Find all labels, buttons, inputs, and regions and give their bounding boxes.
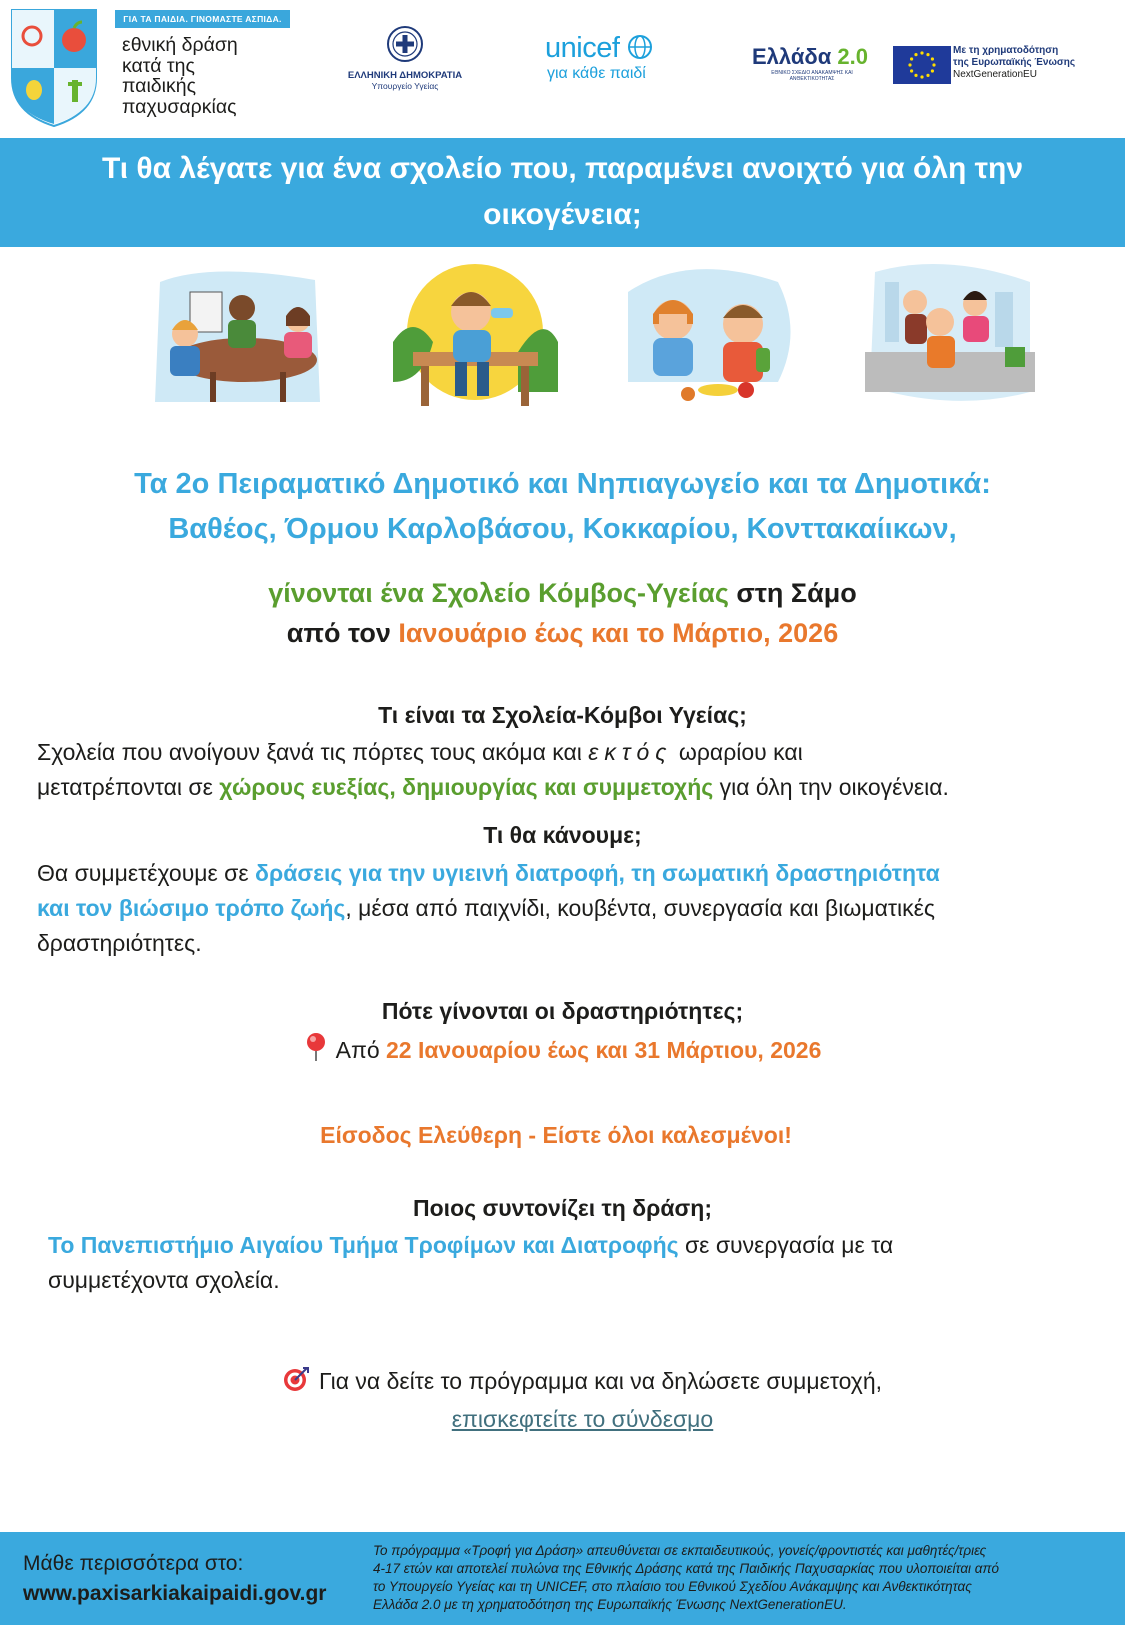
activities-question: Τι θα κάνουμε;	[483, 822, 642, 848]
national-action-brand	[122, 35, 292, 117]
activities-text: , μέσα από παιχνίδι, κουβέντα, συνεργασία και βιωματικές	[345, 895, 935, 921]
header-logos	[0, 0, 1125, 138]
hub-period: Ιανουάριο έως και το Μάρτιο, 2026	[398, 618, 839, 648]
footer-bar	[0, 1532, 1125, 1625]
map-pin-icon	[304, 1032, 328, 1068]
target-icon	[283, 1366, 309, 1402]
footer-note-line: 4-17 ετών και αποτελεί πυλώνα της Εθνικής Δράσης κατά της Παιδικής Παχυσαρκίας που υλοποιείται από	[373, 1561, 1000, 1576]
website-url-link[interactable]: www.paxisarkiakaipaidi.gov.gr	[23, 1582, 327, 1605]
coordinator-text: συμμετέχοντα σχολεία.	[48, 1267, 280, 1293]
hub-period-prefix: από τον	[286, 618, 399, 648]
headline-line: Τι θα λέγατε για ένα σχολείο που, παραμένει ανοιχτό για όλη την	[101, 152, 1024, 185]
activities-line	[37, 891, 1097, 926]
coordinator-text: σε συνεργασία με τα	[678, 1232, 894, 1258]
brand-line: παχυσαρκίας	[122, 95, 237, 118]
what-answer-line	[37, 770, 1097, 805]
footer-note-line: Ελλάδα 2.0 με τη χρηματοδότηση της Ευρωπαϊκής Ένωσης NextGenerationEU.	[373, 1597, 847, 1612]
illustration-kids-with-fruit	[628, 262, 798, 412]
hub-title: γίνονται ένα Σχολείο Κόμβος-Υγείας	[268, 578, 729, 608]
footer-program-note	[373, 1542, 1103, 1614]
schools-line: Βαθέος, Όρμου Καρλοβάσου, Κοκκαρίου, Κονττακαίικων,	[168, 513, 957, 545]
headline-line: οικογένεια;	[483, 198, 642, 231]
hub-line-1	[40, 573, 1085, 613]
unicef-wordmark: unicef	[545, 32, 620, 64]
what-highlight: χώρους ευεξίας, δημιουργίας και συμμετοχής	[219, 774, 714, 800]
activities-highlight: δράσεις για την υγιεινή διατροφή, τη σωματική δραστηριότητα	[255, 860, 940, 886]
what-question: Τι είναι τα Σχολεία-Κόμβοι Υγείας;	[378, 702, 747, 728]
when-dates: 22 Ιανουαρίου έως και 31 Μάρτιου, 2026	[386, 1037, 822, 1063]
eu-funding-text	[953, 45, 1123, 81]
illustration-kids-drawing	[150, 262, 325, 412]
when-answer	[0, 1032, 1125, 1068]
what-text: ωραρίου και	[672, 739, 803, 765]
learn-more-label: Μάθε περισσότερα στο:	[23, 1552, 244, 1575]
brand-line: παιδικής	[122, 75, 196, 97]
schools-line: Τα 2ο Πειραματικό Δημοτικό και Νηπιαγωγείο και τα Δημοτικά:	[134, 468, 991, 500]
cta-line	[0, 1364, 1125, 1402]
activities-highlight: και τον βιώσιμο τρόπο ζωής	[37, 895, 346, 921]
what-text: Σχολεία που ανοίγουν ξανά τις πόρτες τους ακόμα και	[37, 739, 589, 765]
what-text: για όλη την οικογένεια.	[713, 774, 949, 800]
brand-line: κατά της	[122, 54, 195, 77]
activities-line	[37, 926, 1097, 961]
what-emphasis: εκτός	[588, 739, 673, 765]
greek-emblem-icon	[385, 24, 425, 64]
when-prefix: Από	[335, 1037, 387, 1063]
when-question: Πότε γίνονται οι δραστηριότητες;	[381, 998, 744, 1024]
footer-learn-more	[23, 1552, 353, 1606]
what-answer	[37, 735, 1097, 805]
coordinator-line	[48, 1263, 1108, 1298]
coordinator-line	[48, 1228, 1108, 1263]
participating-schools	[40, 462, 1085, 552]
tagline-badge: ΓΙΑ ΤΑ ΠΑΙΔΙΑ. ΓΙΝΟΜΑΣΤΕ ΑΣΠΙΔΑ.	[115, 10, 290, 28]
brand-line: εθνική δράση	[122, 34, 238, 56]
hub-line-2	[40, 613, 1085, 653]
illustration-boy-drinking-water	[393, 262, 558, 412]
eu-funding-line: Με τη χρηματοδότηση	[953, 45, 1059, 56]
eu-funding-line: NextGenerationEU	[953, 69, 1037, 80]
unicef-name	[545, 32, 675, 65]
hub-announcement	[40, 573, 1085, 653]
unicef-logo	[545, 32, 675, 83]
what-answer-line	[37, 735, 1097, 770]
greece-2-0-word: Ελλάδα	[752, 44, 832, 69]
hub-location: στη Σάμο	[728, 578, 857, 608]
activities-text: Θα συμμετέχουμε σε	[37, 860, 256, 886]
eu-flag-icon	[893, 46, 951, 84]
coordinator-highlight: Το Πανεπιστήμιο Αιγαίου Τμήμα Τροφίμων και Διατροφής	[48, 1232, 679, 1258]
greece-ministry-title: ΕΛΛΗΝΙΚΗ ΔΗΜΟΚΡΑΤΙΑ	[347, 70, 463, 81]
coordinator-answer	[48, 1228, 1108, 1298]
free-entry-notice: Είσοδος Ελεύθερη - Είστε όλοι καλεσμένοι!	[320, 1122, 792, 1148]
cta-line	[0, 1402, 1125, 1437]
activities-answer	[37, 856, 1097, 961]
unicef-globe-icon	[627, 34, 653, 60]
cta-text: Για να δείτε το πρόγραμμα και να δηλώσετε συμμετοχή,	[318, 1368, 883, 1394]
footer-note-line: Το πρόγραμμα «Τροφή για Δράση» απευθύνεται σε εκπαιδευτικούς, γονείς/φροντιστές και μαθητές/τριες	[373, 1543, 987, 1558]
greece-2-0-wordmark	[752, 44, 892, 70]
headline-banner	[0, 138, 1125, 247]
registration-link[interactable]: επισκεφτείτε το σύνδεσμο	[451, 1406, 714, 1432]
activities-text: δραστηριότητες.	[37, 930, 202, 956]
what-text: μετατρέπονται σε	[37, 774, 220, 800]
footer-note-line: το Υπουργείο Υγείας και τη UNICEF, στο πλαίσιο του Εθνικού Σχεδίου Ανάκαμψης και Ανθεκτικότητας	[373, 1579, 972, 1594]
national-action-shield-logo	[10, 8, 98, 128]
greece-2-0-subtitle: ΕΘΝΙΚΟ ΣΧΕΔΙΟ ΑΝΑΚΑΜΨΗΣ ΚΑΙ ΑΝΘΕΚΤΙΚΟΤΗΤΑΣ	[771, 70, 853, 82]
activities-line	[37, 856, 1097, 891]
eu-funding-line: της Ευρωπαϊκής Ένωσης	[953, 57, 1076, 68]
cta-block	[0, 1364, 1125, 1437]
coordinator-question: Ποιος συντονίζει τη δράση;	[413, 1195, 712, 1221]
greece-ministry-sub: Υπουργείο Υγείας	[371, 81, 439, 91]
unicef-subtitle: για κάθε παιδί	[547, 65, 646, 82]
greece-2-0-logo	[752, 44, 892, 82]
greece-2-0-number: 2.0	[837, 44, 868, 69]
hellenic-republic-logo	[340, 24, 470, 96]
illustration-kids-running	[865, 262, 1035, 407]
